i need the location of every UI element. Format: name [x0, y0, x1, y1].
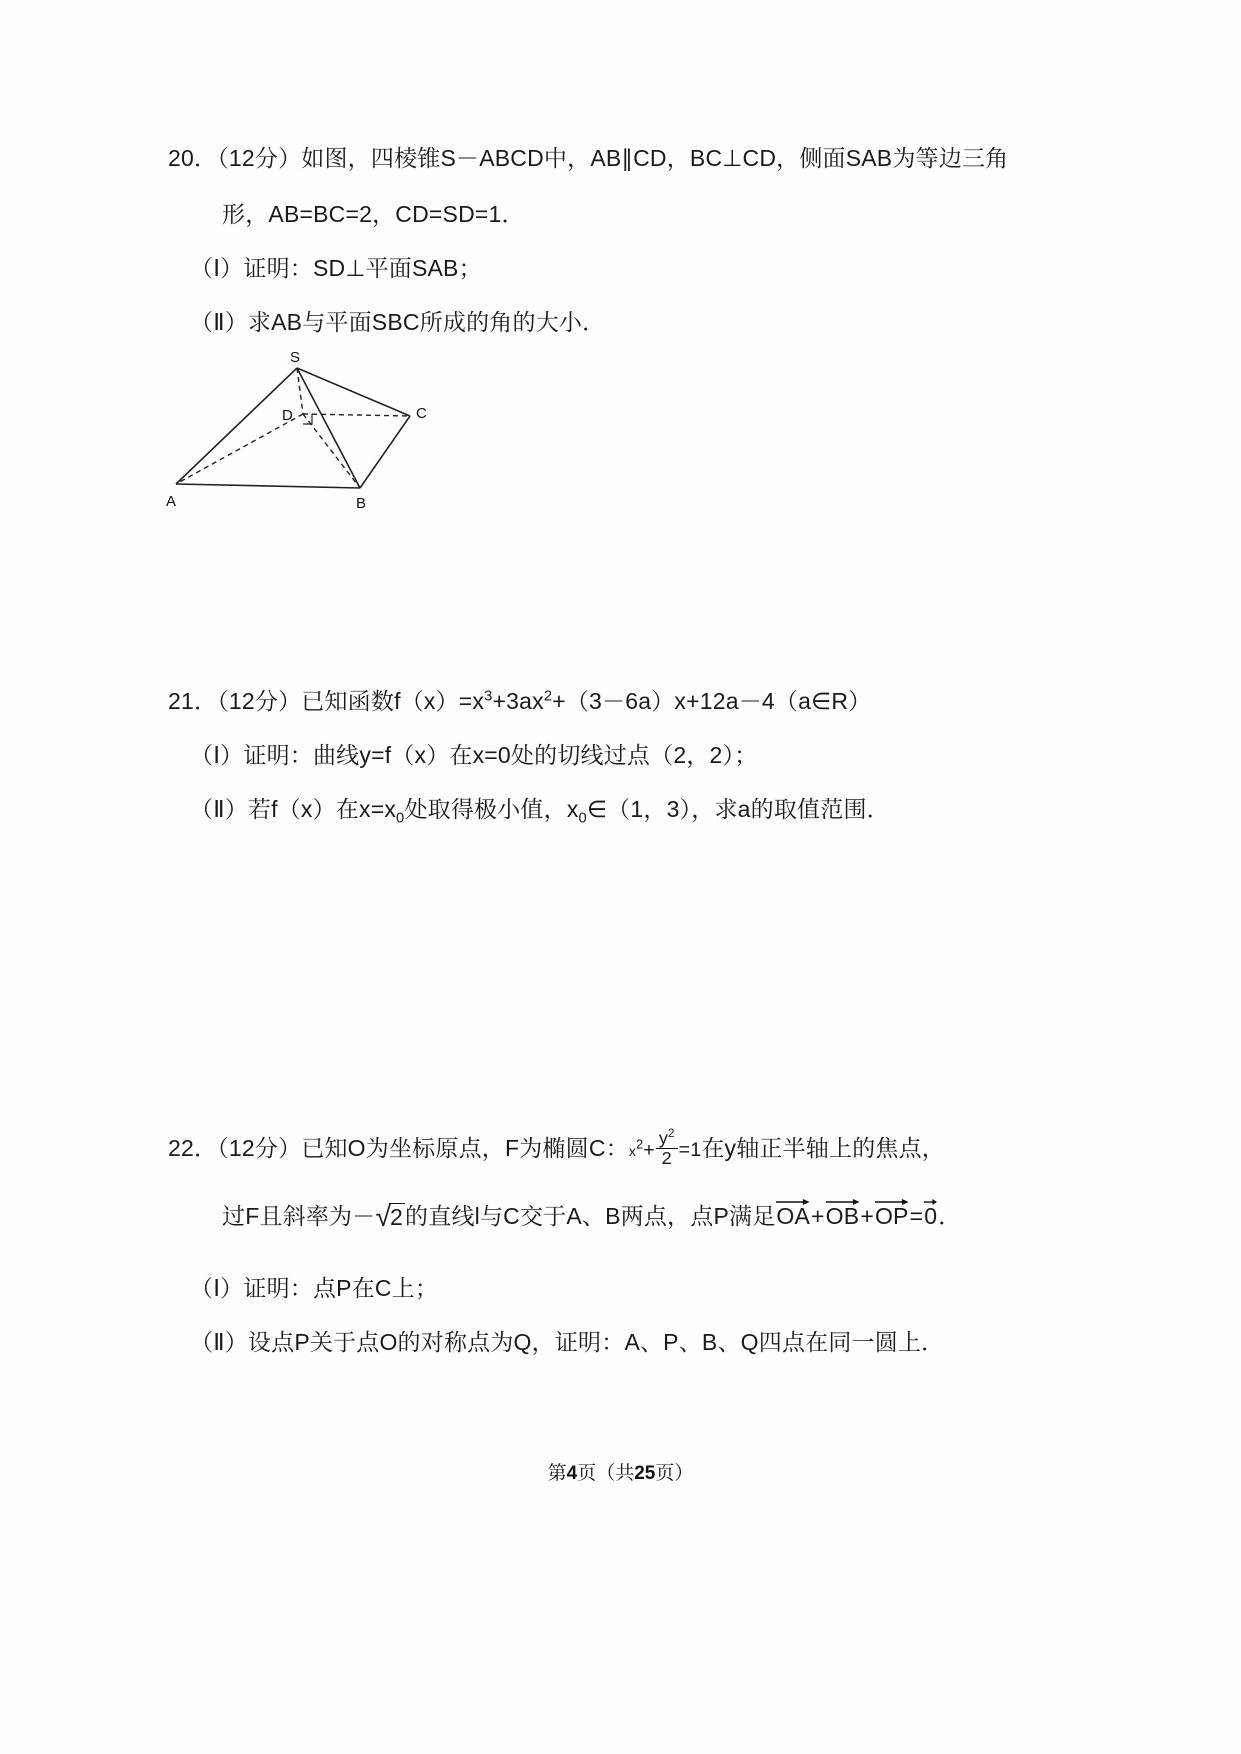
formula-num-y: y — [658, 1128, 669, 1149]
question-22-part-1: （Ⅰ）证明：点P在C上； — [190, 1275, 439, 1301]
question-21-part-2-b: 处取得极小值，x — [404, 796, 579, 822]
question-21-score: （12分） — [217, 688, 302, 714]
question-21-stem-c: +（3－6a）x+12a－4（a∈R） — [552, 688, 872, 714]
question-21-part-1: （Ⅰ）证明：曲线y=f（x）在x=0处的切线过点（2，2）； — [190, 742, 758, 768]
question-20-line-2: 形，AB=BC=2，CD=SD=1． — [222, 201, 525, 227]
footer-total-pages: 25 — [634, 1463, 656, 1484]
question-21-exp-1: 3 — [484, 688, 493, 705]
question-20-number: 20． — [168, 145, 218, 171]
formula-plus: + — [643, 1139, 655, 1161]
question-21-number: 21． — [168, 688, 218, 714]
question-22-stem-a: 已知O为坐标原点，F为椭圆C： — [301, 1135, 629, 1161]
diagram-label-C: C — [416, 405, 427, 422]
question-21-part-2-sub-2: 0 — [578, 810, 587, 827]
radical-sign: √ — [375, 1201, 392, 1232]
pyramid-svg — [160, 348, 480, 523]
vector-arrow-oa — [776, 1198, 810, 1205]
sqrt-2 — [375, 1199, 405, 1231]
question-21-stem-a: 已知函数f（x）=x — [301, 688, 485, 714]
diagram-label-A: A — [166, 493, 177, 510]
formula-num-exp: 2 — [668, 1128, 675, 1141]
question-22-number: 22． — [168, 1135, 218, 1161]
vector-arrow-ob — [826, 1198, 860, 1205]
footer-middle: 页（共 — [577, 1463, 635, 1484]
question-22-part-2: （Ⅱ）设点P关于点O的对称点为Q，证明：A、P、B、Q四点在同一圆上． — [190, 1329, 945, 1355]
vector-plus-2: + — [860, 1203, 874, 1229]
vector-arrow-zero — [924, 1198, 937, 1205]
vector-oa — [776, 1201, 810, 1230]
vector-ob — [826, 1201, 860, 1230]
page-footer — [0, 1458, 1241, 1485]
diagram-label-D: D — [282, 407, 293, 424]
question-20-part-2: （Ⅱ）求AB与平面SBC所成的角的大小． — [190, 309, 606, 335]
vector-zero — [924, 1201, 937, 1230]
vector-plus-1: + — [811, 1203, 825, 1229]
question-21-part-2-c: ∈（1，3），求a的取值范围． — [586, 796, 890, 822]
vector-zero-label: 0 — [924, 1203, 938, 1229]
formula-x-exp: 2 — [636, 1137, 644, 1152]
question-20-line-1 — [168, 140, 1008, 173]
formula-fraction — [656, 1129, 678, 1168]
diagram-label-B: B — [356, 495, 367, 512]
question-22-score: （12分） — [217, 1135, 302, 1161]
footer-suffix: 页） — [655, 1463, 694, 1484]
question-21-exp-2: 2 — [543, 688, 553, 705]
question-21-stem-b: +3ax — [492, 688, 544, 714]
question-21-line-1 — [168, 683, 871, 716]
question-22-line2-b: 的直线l与C交于A、B两点，点P满足 — [405, 1203, 776, 1229]
footer-page-number: 4 — [566, 1463, 578, 1484]
formula-denominator: 2 — [661, 1148, 672, 1169]
question-22-stem-b: 在y轴正半轴上的焦点， — [701, 1135, 946, 1161]
question-22-line2-end: ． — [938, 1203, 962, 1229]
question-22-line-2 — [222, 1198, 961, 1231]
formula-numerator — [656, 1129, 678, 1149]
vector-ob-label: OB — [825, 1203, 860, 1229]
radicand: 2 — [390, 1204, 404, 1230]
question-20-score: （12分） — [217, 145, 302, 171]
question-20-stem: 如图，四棱锥S－ABCD中，AB∥CD，BC⊥CD，侧面SAB为等边三角 — [301, 145, 1009, 171]
vector-arrow-op — [875, 1198, 909, 1205]
formula-x: x — [628, 1143, 637, 1159]
diagram-label-S: S — [290, 349, 301, 366]
vector-eq: = — [909, 1203, 924, 1229]
vector-op-label: OP — [874, 1203, 909, 1229]
vector-oa-label: OA — [776, 1203, 811, 1229]
footer-prefix: 第 — [547, 1463, 567, 1484]
pyramid-diagram — [160, 348, 480, 528]
question-22-line-1 — [168, 1130, 945, 1170]
question-21-part-2-sub-1: 0 — [396, 810, 405, 827]
ellipse-formula — [628, 1128, 702, 1169]
question-22-line2-a: 过F且斜率为－ — [222, 1203, 376, 1229]
formula-eq: =1 — [678, 1139, 702, 1161]
question-21-part-2 — [190, 791, 890, 827]
question-21-part-2-a: （Ⅱ）若f（x）在x=x — [190, 796, 397, 822]
question-20-part-1: （Ⅰ）证明：SD⊥平面SAB； — [190, 255, 482, 281]
vector-op — [875, 1201, 909, 1230]
